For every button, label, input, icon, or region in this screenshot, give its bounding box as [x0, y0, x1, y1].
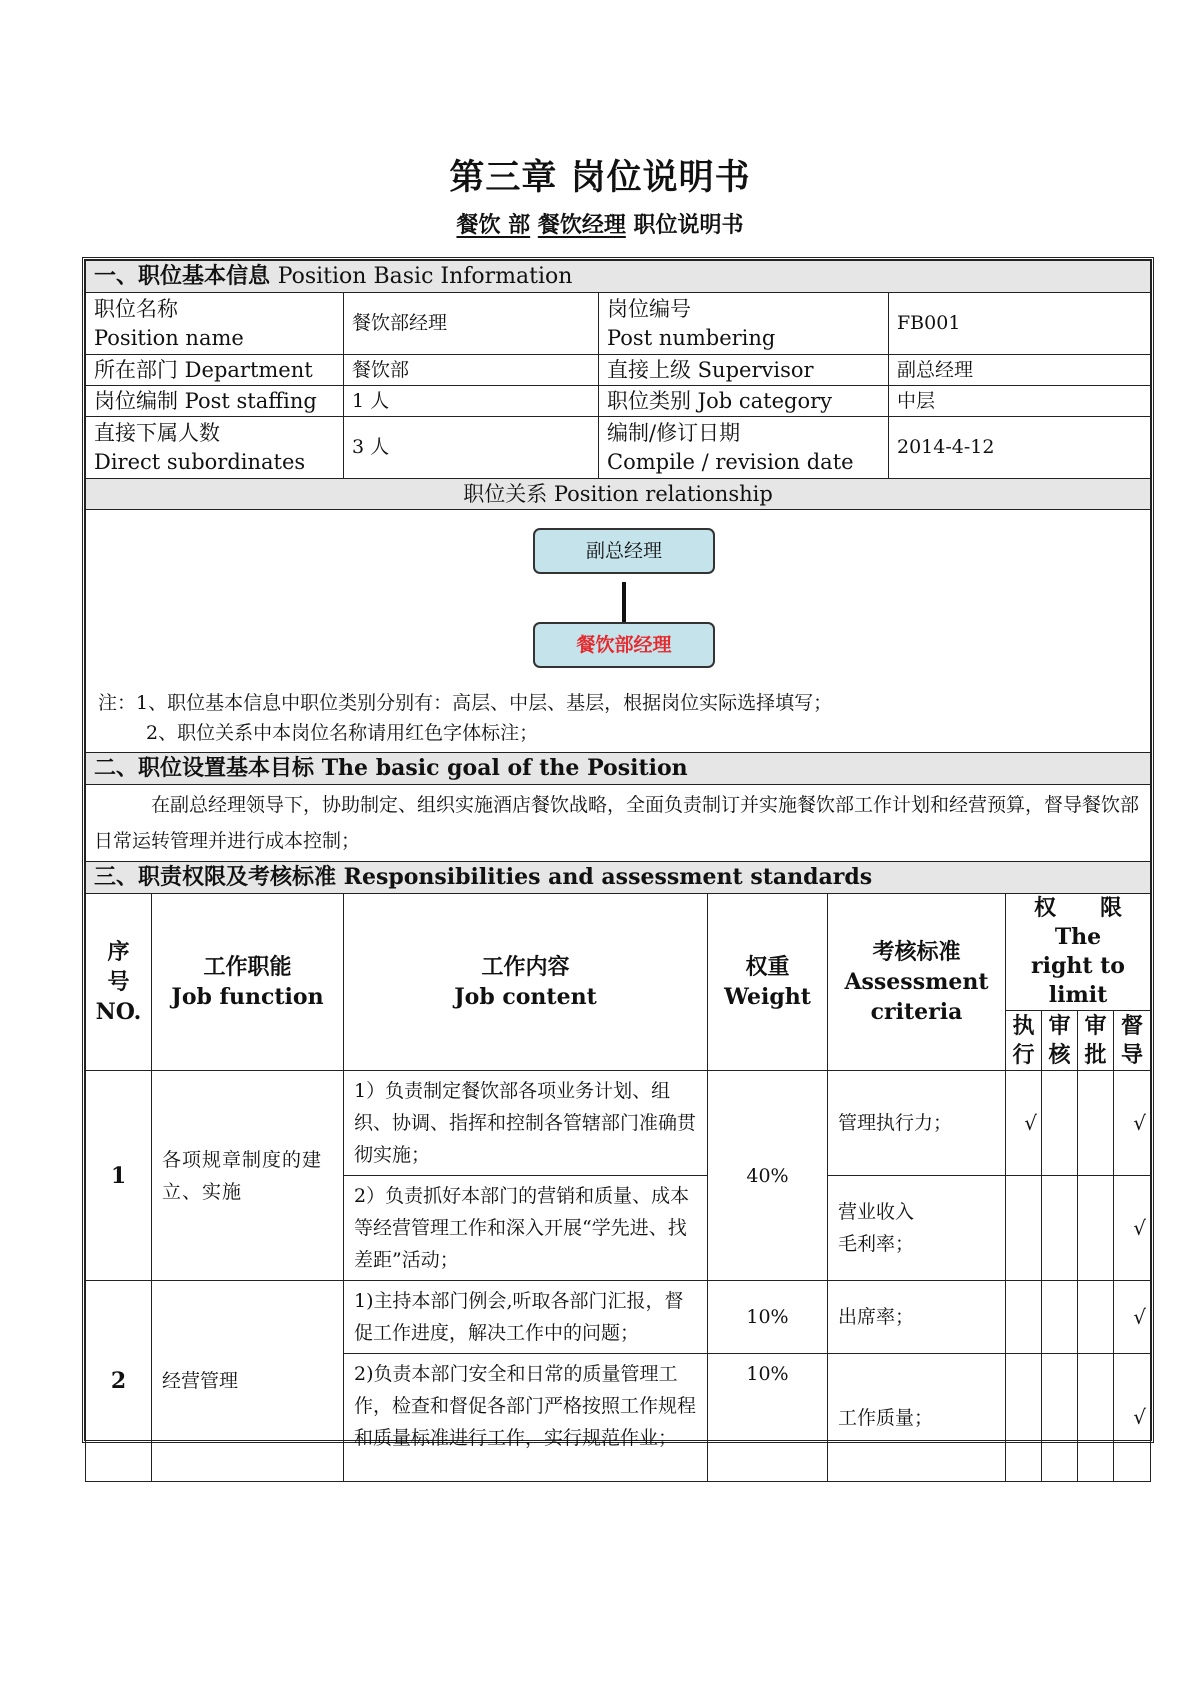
- page-subtitle: [0, 208, 1200, 239]
- info-row: [86, 293, 1151, 355]
- check-supervise: √: [1114, 1354, 1151, 1482]
- org-box-current: 餐饮部经理: [533, 622, 715, 668]
- check-supervise: √: [1114, 1071, 1151, 1176]
- info-label: 岗位编制 Post staffing: [86, 386, 344, 417]
- section2-title-cn: 二、职位设置基本目标: [94, 755, 315, 781]
- page-title: 第三章 岗位说明书: [449, 157, 751, 198]
- item-weight: 10%: [708, 1354, 828, 1482]
- table-row: [86, 1071, 1151, 1176]
- info-value: FB001: [889, 293, 1151, 355]
- note-line-2: 2、职位关系中本岗位名称请用红色字体标注；: [146, 722, 539, 744]
- org-chart-cell: [86, 510, 1151, 753]
- info-label: 所在部门 Department: [86, 355, 344, 386]
- info-row: [86, 386, 1151, 417]
- item-weight: 10%: [708, 1281, 828, 1354]
- section1-title-en: Position Basic Information: [277, 264, 573, 289]
- check-supervise: √: [1114, 1281, 1151, 1354]
- col-header-authority: 权 限 The right to limit: [1006, 894, 1151, 1011]
- info-row: [86, 417, 1151, 479]
- info-label: 直接下属人数 Direct subordinates: [86, 417, 344, 479]
- check-review: [1042, 1176, 1078, 1281]
- section2-title-en: The basic goal of the Position: [321, 755, 688, 781]
- info-value: 1 人: [344, 386, 599, 417]
- relationship-header: 职位关系 Position relationship: [86, 479, 1151, 510]
- auth-col-supervise: 督导: [1114, 1011, 1151, 1071]
- info-value: 副总经理: [889, 355, 1151, 386]
- item-weight: 40%: [708, 1071, 828, 1281]
- subtitle-suffix: 职位说明书: [633, 212, 744, 238]
- org-box-supervisor: 副总经理: [533, 528, 715, 574]
- check-approve: [1078, 1071, 1114, 1176]
- auth-col-review: 审核: [1042, 1011, 1078, 1071]
- info-value: 3 人: [344, 417, 599, 479]
- check-approve: [1078, 1176, 1114, 1281]
- section1-header: [86, 261, 1151, 293]
- check-execute: √: [1006, 1071, 1042, 1176]
- check-approve: [1078, 1354, 1114, 1482]
- section3-header: 三、职责权限及考核标准 Responsibilities and assessment standards: [86, 862, 1151, 894]
- section2-text: 在副总经理领导下，协助制定、组织实施酒店餐饮战略，全面负责制订并实施餐饮部工作计划和经营预算，督导餐饮部日常运转管理并进行成本控制；: [86, 785, 1151, 862]
- item-function: 各项规章制度的建立、实施: [152, 1071, 344, 1281]
- check-execute: [1006, 1354, 1042, 1482]
- item-content: 2)负责本部门安全和日常的质量管理工作，检查和督促各部门严格按照工作规程和质量标准进行工作，实行规范作业；: [344, 1354, 708, 1482]
- check-review: [1042, 1354, 1078, 1482]
- info-value: 餐饮部经理: [344, 293, 599, 355]
- info-value: 2014-4-12: [889, 417, 1151, 479]
- col-header-content: 工作内容 Job content: [344, 894, 708, 1071]
- info-row: [86, 355, 1151, 386]
- note-line-1: 注：1、职位基本信息中职位类别分别有：高层、中层、基层，根据岗位实际选择填写；: [98, 692, 833, 714]
- col-header-weight: 权重 Weight: [708, 894, 828, 1071]
- check-review: [1042, 1281, 1078, 1354]
- check-review: [1042, 1071, 1078, 1176]
- item-criteria: 管理执行力；: [828, 1071, 1006, 1176]
- section1-title-cn: 一、职位基本信息: [94, 263, 271, 289]
- section2-header: [86, 753, 1151, 785]
- item-criteria: 营业收入 毛利率；: [828, 1176, 1006, 1281]
- item-function: 经营管理: [152, 1281, 344, 1482]
- auth-col-approve: 审批: [1078, 1011, 1114, 1071]
- col-header-function: 工作职能 Job function: [152, 894, 344, 1071]
- info-label: 编制/修订日期 Compile / revision date: [599, 417, 889, 479]
- info-label: 职位名称 Position name: [86, 293, 344, 355]
- job-description-table-frame: [82, 257, 1154, 1449]
- info-label: 职位类别 Job category: [599, 386, 889, 417]
- org-chart: [86, 510, 1150, 688]
- table-row: [86, 1281, 1151, 1354]
- section1-table: [85, 260, 1151, 753]
- item-content: 1）负责制定餐饮部各项业务计划、组织、协调、指挥和控制各管辖部门准确贯彻实施；: [344, 1071, 708, 1176]
- item-criteria: 出席率；: [828, 1281, 1006, 1354]
- info-label: 直接上级 Supervisor: [599, 355, 889, 386]
- org-connector: [622, 582, 626, 622]
- info-label: 岗位编号 Post numbering: [599, 293, 889, 355]
- check-execute: [1006, 1281, 1042, 1354]
- subtitle-dept: 餐饮 部: [456, 212, 531, 238]
- check-approve: [1078, 1281, 1114, 1354]
- auth-col-execute: 执行: [1006, 1011, 1042, 1071]
- check-supervise: √: [1114, 1176, 1151, 1281]
- item-content: 2）负责抓好本部门的营销和质量、成本等经营管理工作和深入开展“学先进、找差距”活动；: [344, 1176, 708, 1281]
- info-value: 中层: [889, 386, 1151, 417]
- item-no: 1: [86, 1071, 152, 1281]
- col-header-criteria: 考核标准 Assessment criteria: [828, 894, 1006, 1071]
- subtitle-position: 餐饮经理: [537, 212, 626, 238]
- item-content: 1)主持本部门例会,听取各部门汇报，督促工作进度，解决工作中的问题；: [344, 1281, 708, 1354]
- col-header-no: 序号 NO.: [86, 894, 152, 1071]
- section3-table: [85, 894, 1151, 1482]
- item-no: 2: [86, 1281, 152, 1482]
- info-value: 餐饮部: [344, 355, 599, 386]
- check-execute: [1006, 1176, 1042, 1281]
- section2-table: [85, 753, 1151, 894]
- item-criteria: 工作质量；: [828, 1354, 1006, 1482]
